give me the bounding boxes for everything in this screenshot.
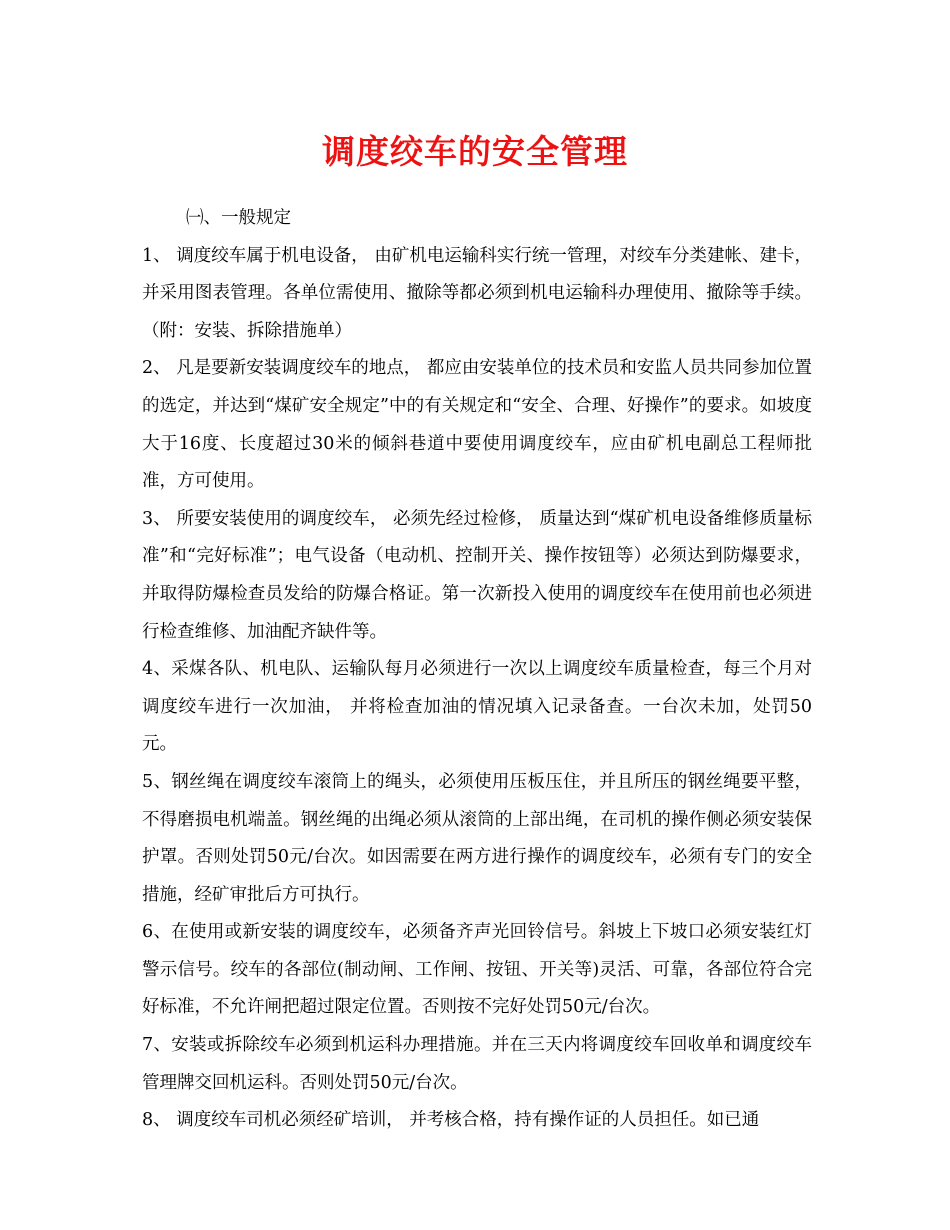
paragraph-7: 7、安装或拆除绞车必须到机运科办理措施。并在三天内将调度绞车回收单和调度绞车管理牌交回机运科。否则处罚50元/台次。 (142, 1035, 812, 1093)
section-heading: ㈠、一般规定 (186, 208, 291, 228)
paragraph-6: 6、在使用或新安装的调度绞车，必须备齐声光回铃信号。斜坡上下坡口必须安装红灯警示信号。绞车的各部位(制动闸、工作闸、按钮、开关等)灵活、可靠，各部位符合完好标准，不允许闸把超过限定位置。否则按不完好处罚50元/台次。 (142, 922, 812, 1018)
paragraph-1: 1、 调度绞车属于机电设备， 由矿机电运输科实行统一管理，对绞车分类建帐、建卡，并采用图表管理。各单位需使用、撤除等都必须到机电运输科办理使用、撤除等手续。（附：安装、拆除措施单） (142, 245, 812, 341)
paragraph-2: 2、 凡是要新安装调度绞车的地点， 都应由安装单位的技术员和安监人员共同参加位置的选定，并达到“煤矿安全规定”中的有关规定和“安全、合理、好操作”的要求。如坡度大于16度、长度超过30米的倾斜巷道中要使用调度绞车，应由矿机电副总工程师批准，方可使用。 (142, 358, 812, 492)
paragraph-8: 8、 调度绞车司机必须经矿培训， 并考核合格，持有操作证的人员担任。如已通 (142, 1110, 760, 1131)
paragraph-4: 4、采煤各队、机电队、运输队每月必须进行一次以上调度绞车质量检查，每三个月对调度绞车进行一次加油， 并将检查加油的情况填入记录备查。一台次未加，处罚50元。 (142, 659, 812, 755)
paragraph-3: 3、 所要安装使用的调度绞车， 必须先经过检修， 质量达到“煤矿机电设备维修质量标准”和“完好标准”；电气设备（电动机、控制开关、操作按钮等）必须达到防爆要求，并取得防爆检查员发给的防爆合格证。第一次新投入使用的调度绞车在使用前也必须进行检查维修、加油配齐缺件等。 (142, 508, 812, 642)
paragraph-5: 5、钢丝绳在调度绞车滚筒上的绳头，必须使用压板压住，并且所压的钢丝绳要平整，不得磨损电机端盖。钢丝绳的出绳必须从滚筒的上部出绳，在司机的操作侧必须安装保护罩。否则处罚50元/台次。如因需要在两方进行操作的调度绞车，必须有专门的安全措施，经矿审批后方可执行。 (142, 771, 812, 905)
document-title: 调度绞车的安全管理 (322, 132, 628, 171)
document-body (142, 200, 812, 1140)
